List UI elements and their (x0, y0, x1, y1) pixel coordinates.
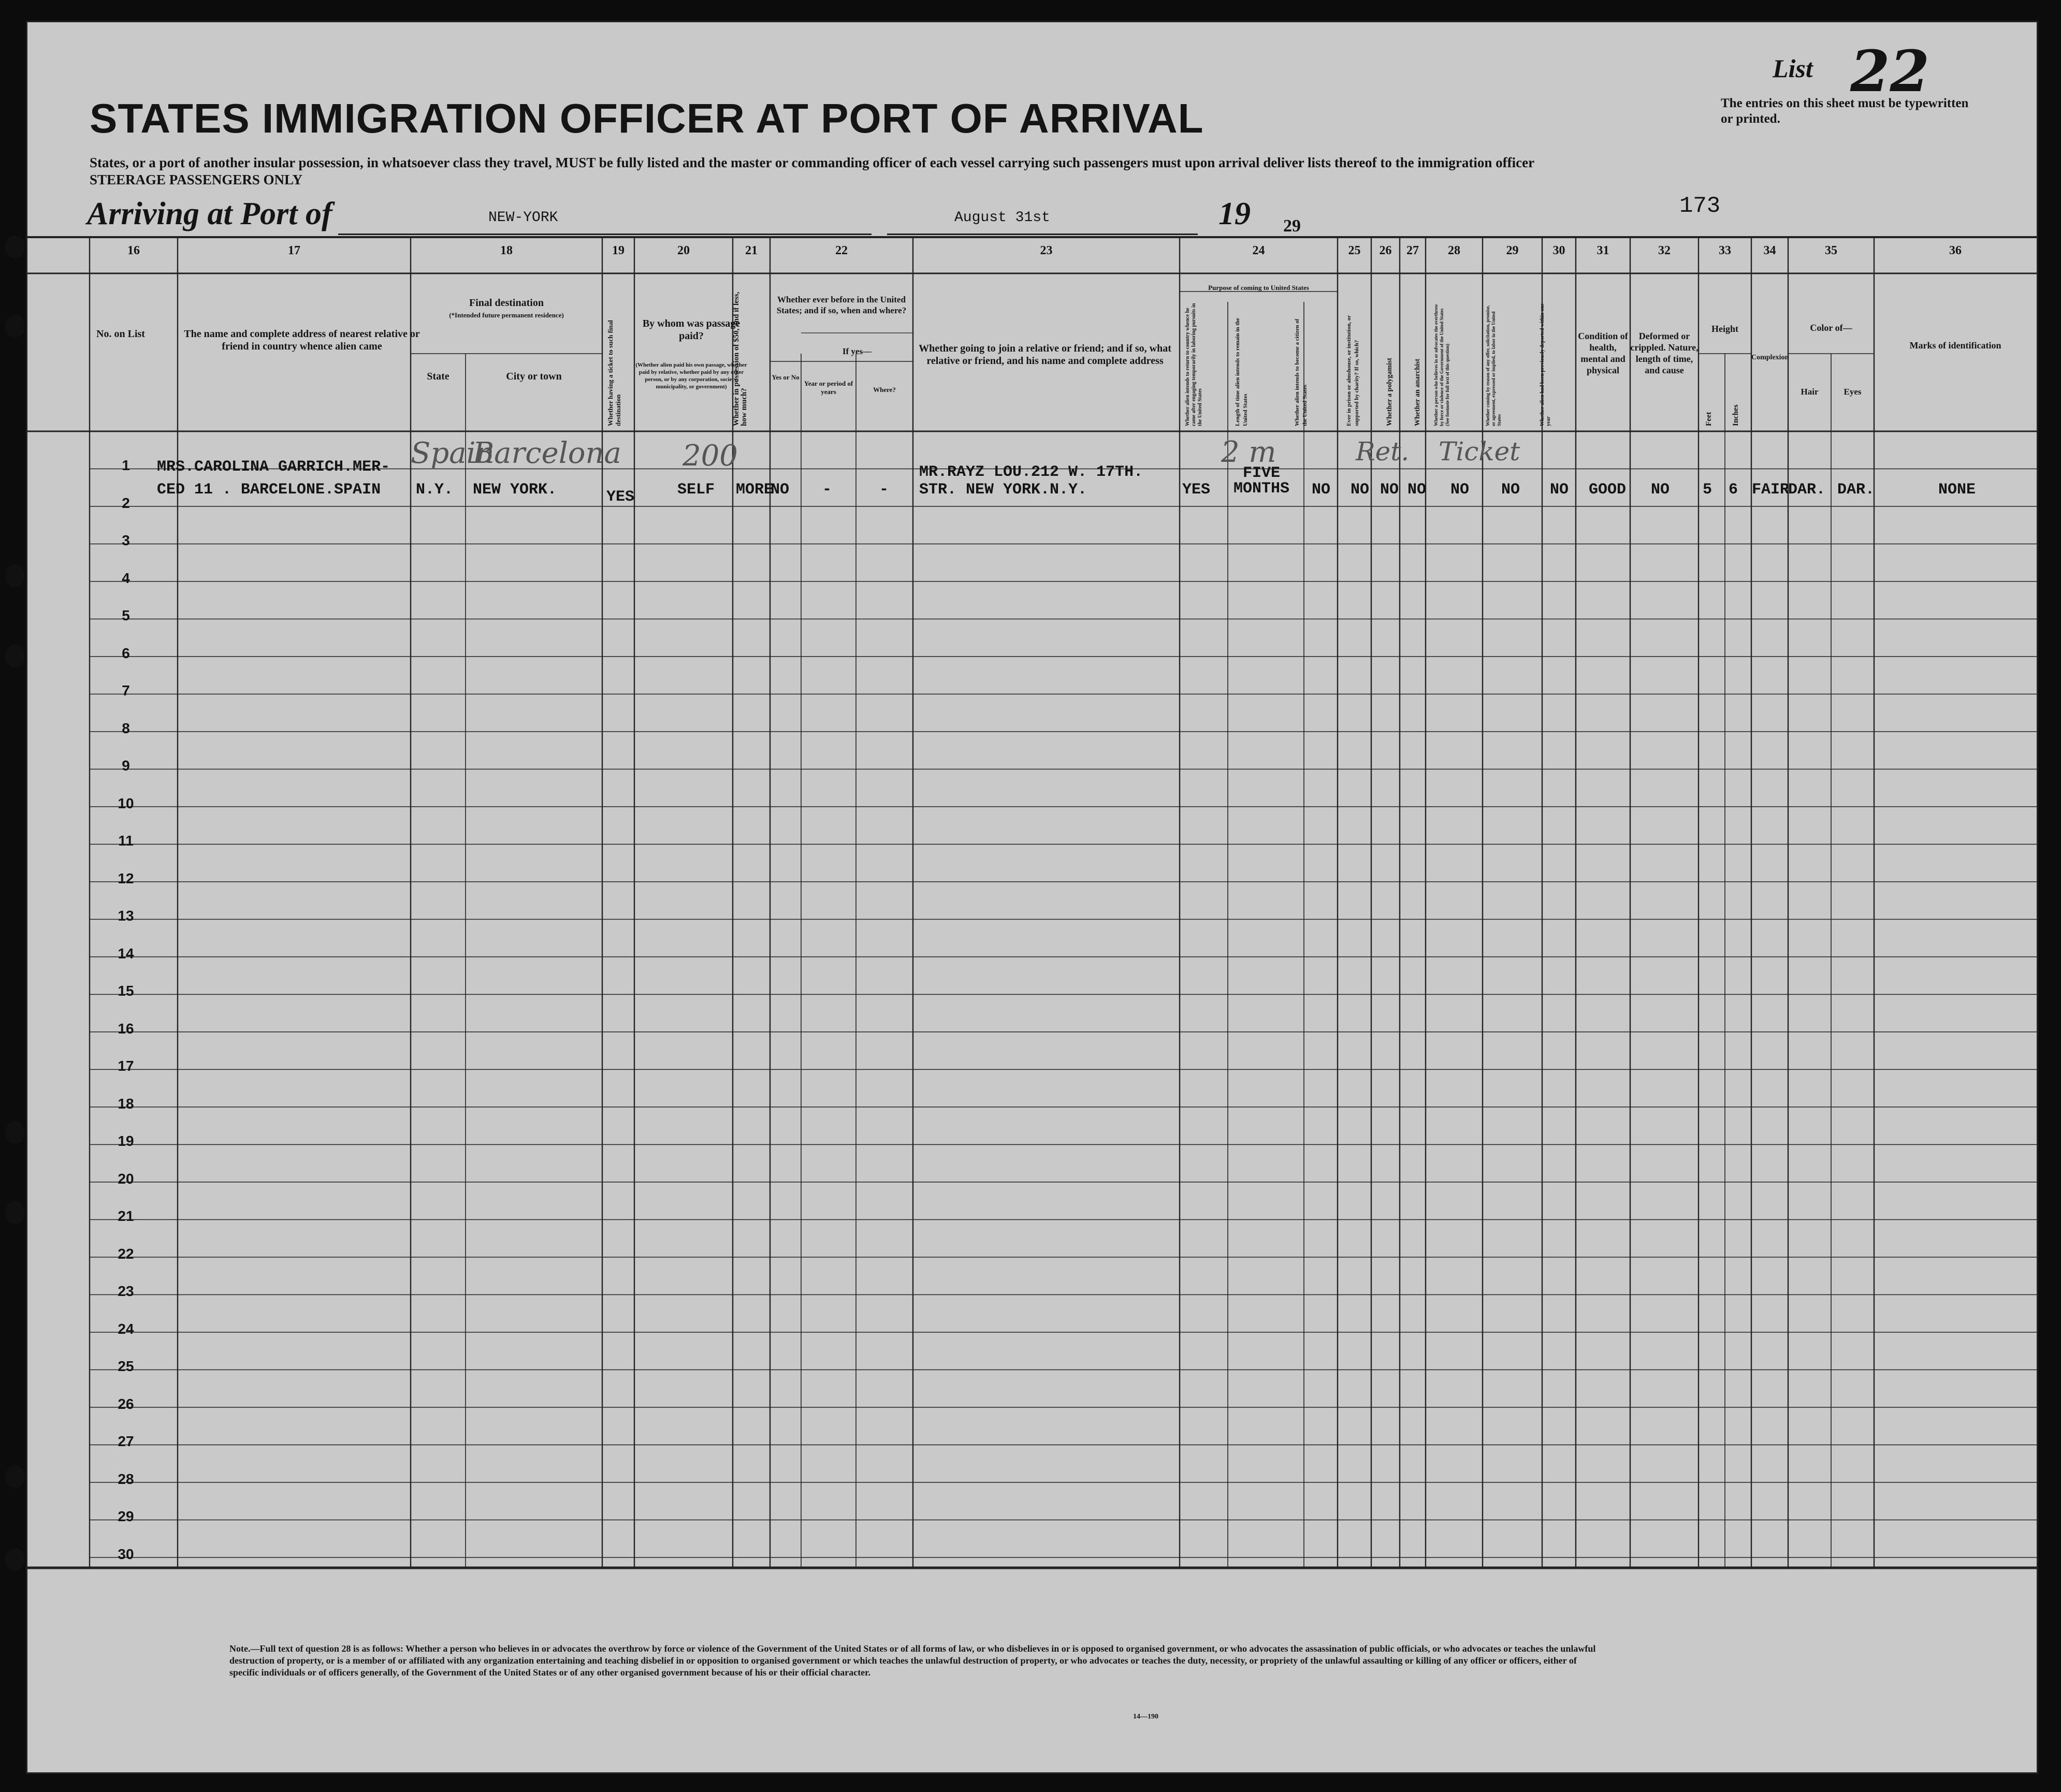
column-number: 18 (500, 244, 513, 257)
header-no-on-list: No. on List (96, 328, 145, 340)
row-number: 13 (118, 908, 134, 924)
column-number: 31 (1596, 244, 1609, 257)
column-number: 28 (1448, 244, 1460, 257)
row-number: 4 (122, 570, 130, 586)
row-number: 20 (118, 1170, 134, 1187)
cell-state: N.Y. (416, 481, 454, 499)
cell-deformed: NO (1651, 481, 1670, 499)
column-number: 23 (1040, 244, 1053, 257)
handwriting-city: Barcelona (473, 436, 621, 470)
handwriting-labor: Ticket (1439, 436, 1520, 467)
header-relative-address: The name and complete address of nearest relative or friend in country whence alien came (184, 328, 420, 352)
row-number: 6 (122, 645, 130, 661)
row-number: 18 (118, 1095, 134, 1112)
header-ticket: Whether having a ticket to such final destination (606, 320, 622, 426)
header-eyes: Eyes (1844, 387, 1862, 397)
cell-anarchist: NO (1407, 481, 1427, 499)
cell-where: - (879, 481, 889, 499)
list-label: List (1773, 54, 1813, 83)
row-number: 24 (118, 1320, 134, 1337)
header-height: Height (1711, 324, 1738, 334)
cell-passage: SELF (677, 481, 715, 499)
column-number: 33 (1719, 244, 1731, 257)
instructions-text: States, or a port of another insular possession, in whatsoever class they travel, MUST be fully listed and the master or commanding officer of each vessel carrying such passengers must upon arrival deliver lists thereof to the immigration officer (90, 155, 1535, 170)
column-number: 27 (1406, 244, 1419, 257)
column-number: 24 (1252, 244, 1265, 257)
binder-hole (5, 1121, 25, 1144)
row-number: 30 (118, 1546, 134, 1562)
row-number: 29 (118, 1508, 134, 1524)
cell-health: GOOD (1589, 481, 1627, 499)
row-number: 7 (122, 682, 130, 698)
joining-line-1: MR.RAYZ LOU.212 W. 17TH. (919, 463, 1143, 481)
header-year-period: Year or period of years (804, 380, 853, 396)
header-marks: Marks of identification (1909, 340, 2001, 351)
cell-feet: 5 (1703, 481, 1712, 499)
header-passage-note: (Whether alien paid his own passage, whether paid by relative, whether paid by any other person, or by any corporation, society, municipality, or government) (635, 362, 747, 390)
cell-polygamist: NO (1380, 481, 1399, 499)
header-final-destination-note: (*Intended future permanent residence) (449, 311, 564, 319)
row-number: 5 (122, 607, 130, 623)
cell-inches: 6 (1729, 481, 1738, 499)
joining-line-2: STR. NEW YORK.N.Y. (919, 481, 1087, 499)
table-grid (27, 22, 2037, 1772)
row-number: 17 (118, 1058, 134, 1074)
arriving-label: Arriving at Port of (87, 196, 332, 231)
header-passage-paid: By whom was passage paid? (642, 318, 741, 342)
header-deported: Whether alien had been previously deported within one year (1540, 303, 1551, 426)
cell-overthrow: NO (1450, 481, 1470, 499)
cell-hair: DAR. (1788, 481, 1826, 499)
year-suffix: 29 (1283, 216, 1301, 236)
column-number: 26 (1379, 244, 1392, 257)
column-number: 36 (1949, 244, 1962, 257)
row-number: 19 (118, 1133, 134, 1149)
column-number: 34 (1763, 244, 1776, 257)
row-number: 16 (118, 1020, 134, 1037)
row-number: 8 (122, 720, 130, 736)
binder-hole (5, 645, 25, 667)
cell-complexion: FAIR (1752, 481, 1790, 499)
footnote-label: Note. (229, 1643, 251, 1654)
column-number: 16 (127, 244, 140, 257)
header-polygamist: Whether a polygamist (1386, 358, 1394, 426)
cell-before: NO (771, 481, 790, 499)
row-number: 27 (118, 1433, 134, 1449)
header-prison: Ever in prison or almshouse, or institution, or supported by charity? If so, which? (1346, 315, 1360, 426)
header-complexion: Complexion (1751, 354, 1789, 361)
relative-line-1: MRS.CAROLINA GARRICH.MER- (157, 458, 390, 476)
column-number: 17 (288, 244, 300, 257)
binder-hole (5, 1465, 25, 1488)
header-inches: Inches (1732, 404, 1740, 426)
binder-hole (5, 1548, 25, 1571)
column-number: 25 (1348, 244, 1361, 257)
row-number: 28 (118, 1470, 134, 1487)
header-where: Where? (873, 386, 896, 394)
row-number: 21 (118, 1208, 134, 1224)
row-number: 10 (118, 795, 134, 811)
binder-hole (5, 1201, 25, 1224)
header-labor: Whether coming by reason of any offer, solicitation, promise, or agreement, expressed or implied, to labor in the United States (1485, 305, 1502, 426)
row-number: 22 (118, 1245, 134, 1262)
binder-hole (5, 236, 25, 258)
row-number: 25 (118, 1358, 134, 1374)
header-purpose-return: Whether alien intends to return to country whence he came after engaging temporarily in laboring pursuits in the United States (1185, 303, 1203, 426)
typewritten-note: The entries on this sheet must be typewritten or printed. (1721, 96, 1969, 126)
cell-money: MORE (736, 481, 774, 499)
cell-deported: NO (1550, 481, 1569, 499)
header-joining: Whether going to join a relative or friend; and if so, what relative or friend, and his name and complete address (919, 343, 1171, 367)
header-final-destination: Final destination (469, 297, 544, 309)
date-value: August 31st (954, 210, 1050, 226)
header-purpose-citizen: Whether alien intends to become a citizen of the United States (1294, 318, 1308, 426)
row-number: 14 (118, 945, 134, 961)
column-number: 20 (677, 244, 690, 257)
cell-eyes: DAR. (1837, 481, 1875, 499)
manifest-sheet (26, 21, 2038, 1774)
cell-marks: NONE (1938, 481, 1976, 499)
column-number: 29 (1506, 244, 1519, 257)
footnote: Note.—Full text of question 28 is as follows: Whether a person who believes in or advocates the overthrow by force or violence of the Government of the United States or of all forms of law, or who disbelieves in or is opposed to organised government, or who advocates the assassination of public officials, or who advocates or teaches the unlawful destruction of property, or is a member of or affiliated with any organization entertaining and teaching disbelief in or opposition to organised government or which teaches the unlawful destruction of property, or who advocates or teaches the duty, necessity, or propriety of the unlawful assaulting or killing of any officer or officers, either of specific individuals or of officers generally, of the Government of the United States or of any other organised government because of his or their official character. (229, 1643, 1596, 1678)
header-if-yes: If yes— (842, 346, 872, 356)
binder-hole (5, 564, 25, 587)
cell-year: - (822, 481, 832, 499)
list-number: 22 (1850, 38, 1930, 105)
page-number: 173 (1679, 193, 1721, 219)
cell-return: YES (1182, 481, 1211, 499)
cell-length: FIVE MONTHS (1233, 464, 1290, 498)
binder-hole (5, 315, 25, 338)
class-line: STEERAGE PASSENGERS ONLY (90, 172, 303, 187)
header-health: Condition of health, mental and physical (1578, 331, 1628, 375)
row-number: 11 (118, 833, 134, 849)
row-number: 3 (122, 532, 130, 548)
cell-ticket: YES (606, 488, 635, 506)
column-number: 32 (1658, 244, 1671, 257)
column-number: 21 (745, 244, 758, 257)
header-deformed: Deformed or crippled. Nature, length of time, and cause (1630, 331, 1699, 375)
header-yes-no: Yes or No (772, 373, 800, 381)
header-anarchist: Whether an anarchist (1414, 358, 1421, 426)
cell-city: NEW YORK. (473, 481, 557, 499)
row-number: 2 (122, 494, 130, 511)
header-overthrow: Whether a person who believes in or advocates the overthrow by force or violence of the Government of the United States (See footnote for full text of this question) (1433, 304, 1450, 426)
page-title: STATES IMMIGRATION OFFICER AT PORT OF ARRIVAL (90, 95, 1204, 141)
column-number: 30 (1552, 244, 1565, 257)
column-number: 19 (612, 244, 625, 257)
header-state: State (427, 371, 449, 382)
header-color-of: Color of— (1810, 323, 1852, 333)
row-number: 23 (118, 1283, 134, 1299)
handwriting-length: 2 m (1221, 435, 1276, 469)
cell-labor: NO (1501, 481, 1520, 499)
header-hair: Hair (1801, 387, 1819, 397)
header-purpose-length: Length of time alien intends to remain in the United States (1235, 318, 1249, 426)
handwriting-money: 200 (683, 439, 738, 473)
row-number: 9 (122, 757, 130, 774)
header-before-us: Whether ever before in the United States; and if so, when and where? (776, 295, 907, 315)
relative-line-2: CED 11 . BARCELONE.SPAIN (157, 481, 381, 499)
row-number: 26 (118, 1395, 134, 1412)
header-feet: Feet (1705, 412, 1713, 426)
cell-prison: NO (1351, 481, 1370, 499)
handwriting-state: Spain (411, 436, 495, 470)
form-code: 14—190 (1133, 1713, 1158, 1721)
row-number: 1 (122, 457, 130, 473)
header-city: City or town (506, 371, 562, 382)
header-purpose: Purpose of coming to United States (1208, 284, 1309, 292)
row-number: 15 (118, 983, 134, 999)
column-number: 35 (1825, 244, 1837, 257)
cell-citizen: NO (1312, 481, 1331, 499)
row-number: 12 (118, 870, 134, 886)
port-value: NEW-YORK (488, 210, 558, 226)
column-number: 22 (835, 244, 848, 257)
handwriting-prison: Ret. (1356, 436, 1410, 467)
footnote-text: Full text of question 28 is as follows: Whether a person who believes in or advocates the overthrow by force or violence of the Government of the United States or of all forms of law, or who disbelieves in or is opposed to organised government, or who advocates the assassination of public officials, or who advocates or teaches the unlawful destruction of property, or is a member of or affiliated with any organization entertaining and teaching disbelief in or opposition to organised government or which teaches the unlawful destruction of property, or who advocates or teaches the duty, necessity, or propriety of the unlawful assaulting or killing of any officer or officers, either of specific individuals or of officers generally, of the Government of the United States or of any other organised government because of his or their official character. (229, 1643, 1596, 1678)
year-prefix: 19 (1218, 196, 1251, 231)
header-money: Whether in possession of $50, and if less, how much? (732, 292, 748, 426)
